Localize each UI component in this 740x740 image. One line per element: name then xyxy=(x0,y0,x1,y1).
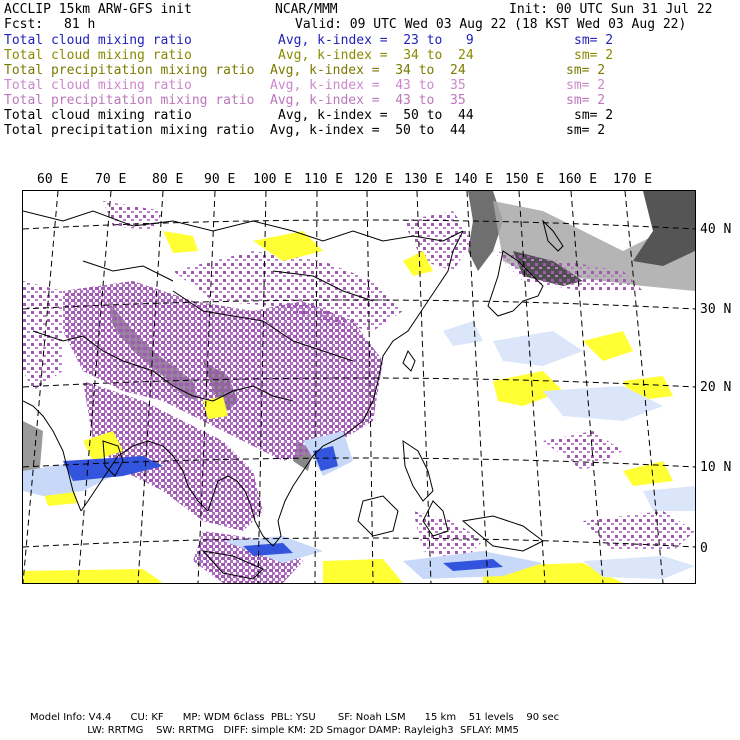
field-sm: sm= 2 xyxy=(566,93,606,108)
lon-label: 80 E xyxy=(152,172,184,187)
field-name: Total cloud mixing ratio xyxy=(4,78,192,93)
field-name: Total precipitation mixing ratio xyxy=(4,123,255,138)
field-name: Total cloud mixing ratio xyxy=(4,33,192,48)
lon-label: 60 E xyxy=(37,172,69,187)
field-sm: sm= 2 xyxy=(566,78,606,93)
lon-label: 90 E xyxy=(204,172,236,187)
field-sm: sm= 2 xyxy=(574,48,614,63)
lon-label: 160 E xyxy=(558,172,598,187)
lat-label: 30 N xyxy=(700,302,732,317)
field-avg: Avg, k-index = 34 to 24 xyxy=(278,48,474,63)
lon-label: 140 E xyxy=(454,172,494,187)
fcst-value: 81 h xyxy=(64,17,96,32)
field-avg: Avg, k-index = 23 to 9 xyxy=(278,33,474,48)
lon-label: 100 E xyxy=(253,172,293,187)
lon-label: 70 E xyxy=(95,172,127,187)
model-info-line2: LW: RRTMG SW: RRTMG DIFF: simple KM: 2D Smagor DAMP: Rayleigh3 SFLAY: MM5 xyxy=(30,725,519,736)
field-sm: sm= 2 xyxy=(566,123,606,138)
field-name: Total precipitation mixing ratio xyxy=(4,93,255,108)
field-avg: Avg, k-index = 43 to 35 xyxy=(270,93,466,108)
valid-time: Valid: 09 UTC Wed 03 Aug 22 (18 KST Wed 03 Aug 22) xyxy=(295,17,687,32)
field-avg: Avg, k-index = 50 to 44 xyxy=(278,108,474,123)
fcst-label: Fcst: xyxy=(4,17,44,32)
field-name: Total cloud mixing ratio xyxy=(4,48,192,63)
field-sm: sm= 2 xyxy=(574,33,614,48)
field-sm: sm= 2 xyxy=(566,63,606,78)
lon-label: 170 E xyxy=(613,172,653,187)
lon-label: 130 E xyxy=(404,172,444,187)
org-label: NCAR/MMM xyxy=(275,2,338,17)
lat-label: 0 xyxy=(700,541,708,556)
init-time: Init: 00 UTC Sun 31 Jul 22 xyxy=(509,2,713,17)
lat-label: 10 N xyxy=(700,460,732,475)
field-name: Total precipitation mixing ratio xyxy=(4,63,255,78)
model-info-line1: Model Info: V4.4 CU: KF MP: WDM 6class PBL: YSU SF: Noah LSM 15 km 51 levels 90 sec xyxy=(30,712,560,723)
lat-label: 20 N xyxy=(700,380,732,395)
lon-label: 110 E xyxy=(304,172,344,187)
lat-label: 40 N xyxy=(700,222,732,237)
lon-label: 150 E xyxy=(505,172,545,187)
field-name: Total cloud mixing ratio xyxy=(4,108,192,123)
lon-label: 120 E xyxy=(354,172,394,187)
model-title: ACCLIP 15km ARW-GFS init xyxy=(4,2,192,17)
map-canvas xyxy=(23,191,695,583)
field-sm: sm= 2 xyxy=(574,108,614,123)
field-avg: Avg, k-index = 50 to 44 xyxy=(270,123,466,138)
field-avg: Avg, k-index = 34 to 24 xyxy=(270,63,466,78)
field-avg: Avg, k-index = 43 to 35 xyxy=(270,78,466,93)
forecast-map xyxy=(22,190,696,584)
